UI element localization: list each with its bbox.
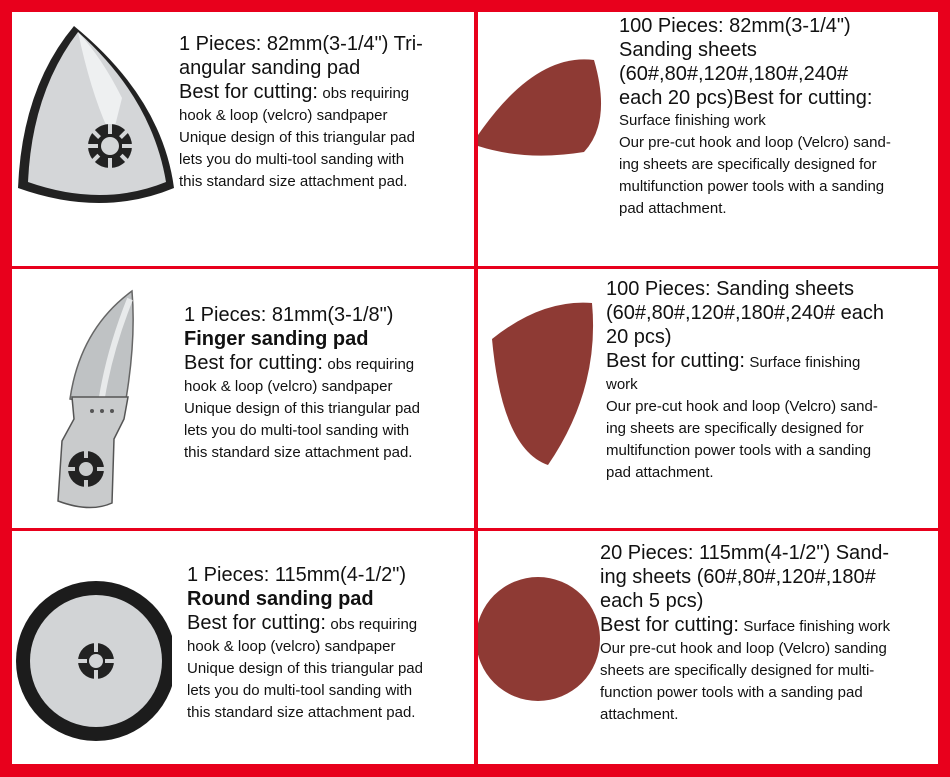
title-line: 1 Pieces: 82mm(3-1/4") Tri- [179, 33, 423, 55]
title-line: each 5 pcs) [600, 590, 704, 612]
triangle-sandpaper-image [478, 52, 612, 162]
best-value: obs requiring [327, 356, 415, 373]
best-label: Best for cutting: [600, 614, 739, 636]
title-line: 100 Pieces: 82mm(3-1/4") [619, 15, 851, 37]
product-cell-triangle-sandpaper [478, 12, 938, 266]
best-value: Surface finishing work [619, 112, 766, 129]
title-line: Finger sanding pad [184, 328, 369, 350]
product-cell-finger-pad [12, 269, 474, 528]
title-line: 20 Pieces: 115mm(4-1/2") Sand- [600, 542, 890, 564]
desc-line: this standard size attachment pad. [184, 444, 413, 461]
desc-line: sheets are specifically designed for multi- [600, 662, 875, 679]
title-line: Sanding sheets [619, 39, 757, 61]
title-line: (60#,80#,120#,180#,240# [619, 63, 849, 85]
desc-line: Unique design of this triangular pad [187, 660, 423, 677]
finger-pad-image [40, 289, 155, 519]
best-label: Best for cutting: [733, 87, 873, 109]
desc-line: lets you do multi-tool sanding with [179, 151, 405, 168]
best-label: Best for cutting: [187, 612, 326, 634]
title-tail: each 20 pcs) [619, 87, 734, 109]
product-cell-triangular-pad [12, 12, 474, 266]
title-line: 100 Pieces: Sanding sheets [606, 278, 854, 300]
desc-line: multifunction power tools with a sanding [619, 178, 885, 195]
desc-line: Unique design of this triangular pad [184, 400, 420, 417]
title-line: 1 Pieces: 115mm(4-1/2") [187, 564, 407, 586]
title-line: (60#,80#,120#,180#,240# each [606, 302, 885, 324]
desc-line: this standard size attachment pad. [187, 704, 416, 721]
desc-line: hook & loop (velcro) sandpaper [179, 107, 388, 124]
desc-line: hook & loop (velcro) sandpaper [184, 378, 393, 395]
round-pad-image [12, 569, 172, 754]
title-line: 1 Pieces: 81mm(3-1/8") [184, 304, 394, 326]
title-line: Round sanding pad [187, 588, 374, 610]
best-label: Best for cutting: [184, 352, 323, 374]
desc-line: lets you do multi-tool sanding with [184, 422, 410, 439]
finger-sandpaper-image [482, 299, 602, 469]
desc-line: Our pre-cut hook and loop (Velcro) sand- [606, 398, 878, 415]
product-cell-finger-sandpaper [478, 269, 938, 528]
desc-line: Our pre-cut hook and loop (Velcro) sand- [619, 134, 891, 151]
product-cell-round-sandpaper [478, 531, 938, 764]
desc-line: Unique design of this triangular pad [179, 129, 415, 146]
best-label: Best for cutting: [606, 350, 745, 372]
desc-line: function power tools with a sanding pad [600, 684, 863, 701]
desc-line: hook & loop (velcro) sandpaper [187, 638, 396, 655]
triangular-pad-image [12, 18, 177, 218]
desc-line: lets you do multi-tool sanding with [187, 682, 413, 699]
desc-line: Our pre-cut hook and loop (Velcro) sanding [600, 640, 887, 657]
title-line: angular sanding pad [179, 57, 361, 79]
desc-line: multifunction power tools with a sanding [606, 442, 872, 459]
title-line: ing sheets (60#,80#,120#,180# [600, 566, 876, 588]
best-value: Surface finishing [749, 354, 861, 371]
best-value: Surface finishing work [743, 618, 891, 635]
desc-line: ing sheets are specifically designed for [606, 420, 864, 437]
desc-line: pad attachment. [606, 464, 714, 481]
round-sandpaper-image [478, 575, 604, 705]
desc-line: pad attachment. [619, 200, 727, 217]
desc-line: attachment. [600, 706, 679, 723]
product-cell-round-pad [12, 531, 474, 764]
best-value: obs requiring [330, 616, 418, 633]
desc-line: ing sheets are specifically designed for [619, 156, 877, 173]
desc-line: this standard size attachment pad. [179, 173, 408, 190]
best-value: obs requiring [322, 85, 410, 102]
title-line: 20 pcs) [606, 326, 672, 348]
best-value-cont: work [606, 376, 638, 393]
best-label: Best for cutting: [179, 81, 318, 103]
